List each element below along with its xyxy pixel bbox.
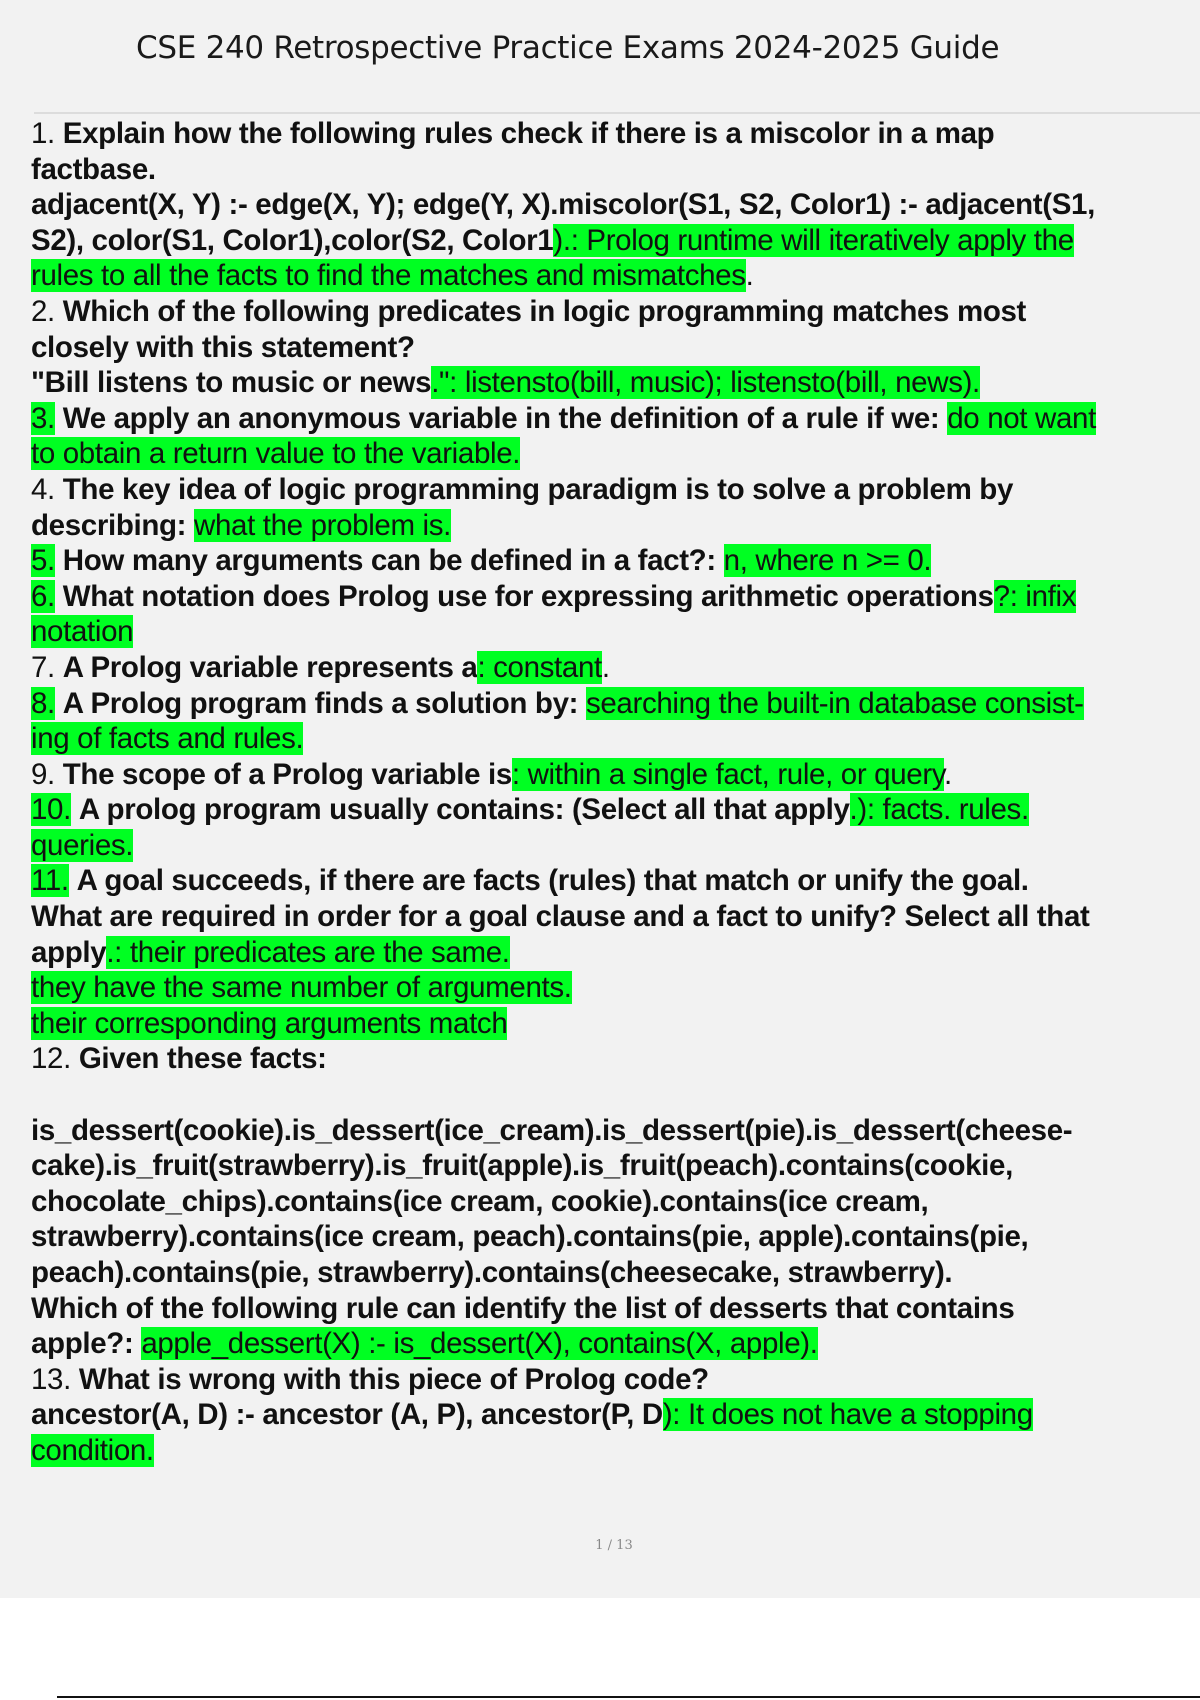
answer-highlight: : constant [477,650,602,684]
question-number: 7. [31,650,55,684]
question-12-line [31,1113,1200,1149]
answer-highlight: apple_dessert(X) :- is_dessert(X), contains(X, apple). [141,1327,818,1361]
question-text: A prolog program usually contains: (Select all that apply [78,793,850,827]
answer-highlight: n, where n >= 0. [723,544,932,578]
answer-highlight: .": listensto(bill, music); listensto(bill, news). [431,366,980,400]
question-text: A Prolog variable represents a [62,650,478,684]
question-text: What are required in order for a goal clause and a fact to unify? Select all that [31,900,1090,934]
question-text: Which of the following rule can identify the list of desserts that contains [31,1291,1015,1325]
question-8-line [31,721,1200,757]
question-text: The scope of a Prolog variable is [62,757,512,791]
question-11-line [31,935,1200,971]
question-12-line [31,1255,1200,1291]
answer-highlight: notation [31,615,134,649]
answer-highlight: : within a single fact, rule, or query [511,757,945,791]
question-number: 10. [31,793,71,827]
question-number: 1. [31,117,55,150]
question-3-line [31,436,1200,472]
answer-highlight: queries. [31,828,134,862]
question-13-line [31,1397,1200,1433]
question-text: What notation does Prolog use for expressing arithmetic operations [62,579,994,613]
question-text: ancestor(A, D) :- ancestor (A, P), ancestor(P, D [31,1398,663,1432]
question-4-line [31,472,1200,508]
question-10-line [31,828,1200,864]
question-2-line [31,330,1200,366]
question-text: The key idea of logic programming paradigm is to solve a problem by [62,472,1014,506]
question-list [31,116,1200,1469]
question-12-line [31,1148,1200,1184]
question-text: "Bill listens to music or news [31,366,432,400]
question-4-line [31,508,1200,544]
question-12-line [31,1219,1200,1255]
blank-line [31,1077,1200,1113]
answer-highlight: ing of facts and rules. [31,722,304,756]
question-text: peach).contains(pie, strawberry).contains(cheesecake, strawberry). [31,1256,953,1289]
question-number: 2. [31,294,55,328]
answer-highlight: condition. [31,1433,154,1467]
question-2-line [31,294,1200,330]
question-1-line [31,258,1200,294]
question-text: describing: [31,508,187,542]
page-title: CSE 240 Retrospective Practice Exams 2024-2025 Guide [136,30,1000,66]
question-text: A goal succeeds, if there are facts (rules) that match or unify the goal. [76,864,1029,898]
question-number: 11. [31,864,69,898]
question-6-line [31,579,1200,615]
question-text: factbase. [31,152,156,186]
question-6-line [31,614,1200,650]
answer-highlight: their corresponding arguments match [31,1006,508,1040]
question-number: 5. [31,544,55,578]
question-text: apply [31,935,107,969]
answer-highlight: ).: Prolog runtime will iteratively apply the [553,223,1074,257]
question-9-line [31,757,1200,793]
answer-highlight: to obtain a return value to the variable. [31,437,521,471]
question-1-line [31,187,1200,223]
question-number: 3. [31,401,55,435]
answer-highlight: .: their predicates are the same. [106,935,510,969]
question-12-line [31,1291,1200,1327]
question-8-line [31,686,1200,722]
question-3-line [31,401,1200,437]
question-text: apple?: [31,1327,134,1361]
question-text: How many arguments can be defined in a fact?: [62,544,716,578]
question-2-line [31,365,1200,401]
question-number: 12. [31,1042,71,1076]
question-11-line [31,863,1200,899]
answer-highlight: ?: infix [993,579,1077,613]
question-text: Given these facts: [78,1042,327,1076]
trailing-punct: . [601,650,610,684]
question-5-line [31,543,1200,579]
question-text: Which of the following predicates in logic programming matches most [62,294,1027,328]
question-text: closely with this statement? [31,330,415,364]
trailing-punct: . [944,757,952,791]
page-number: 1 / 13 [595,1538,633,1553]
question-text: A Prolog program finds a solution by: [62,686,579,720]
question-11-line [31,1006,1200,1042]
question-1-line [31,116,1200,152]
question-1-line [31,152,1200,188]
question-text: What is wrong with this piece of Prolog code? [78,1362,709,1396]
question-text: adjacent(X, Y) :- edge(X, Y); edge(Y, X).miscolor(S1, S2, Color1) :- adjacent(S1, [31,188,1095,222]
question-12-line [31,1184,1200,1220]
question-7-line [31,650,1200,686]
question-12-line [31,1326,1200,1362]
question-text: Explain how the following rules check if there is a miscolor in a map [62,117,995,150]
question-1-line [31,223,1200,259]
answer-highlight: rules to all the facts to find the matches and mismatches [31,259,746,293]
header-divider [34,112,1200,114]
question-number: 4. [31,472,55,506]
question-11-line [31,970,1200,1006]
question-text: We apply an anonymous variable in the definition of a rule if we: [62,401,940,435]
question-11-line [31,899,1200,935]
question-number: 6. [31,579,55,613]
answer-highlight: what the problem is. [194,508,452,542]
question-text: is_dessert(cookie).is_dessert(ice_cream).is_dessert(pie).is_dessert(cheese- [31,1113,1073,1147]
answer-highlight: searching the built-in database consist- [585,686,1084,720]
question-text: cake).is_fruit(strawberry).is_fruit(apple).is_fruit(peach).contains(cookie, [31,1149,1013,1183]
answer-highlight: .): facts. rules. [849,793,1029,827]
question-12-line [31,1041,1200,1077]
question-number: 9. [31,757,55,791]
question-13-line [31,1433,1200,1469]
bottom-divider [57,1696,1200,1698]
question-13-line [31,1362,1200,1398]
answer-highlight: ): It does not have a stopping [662,1398,1033,1432]
question-number: 13. [31,1362,71,1396]
question-text: chocolate_chips).contains(ice cream, cookie).contains(ice cream, [31,1184,929,1218]
question-text: strawberry).contains(ice cream, peach).contains(pie, apple).contains(pie, [31,1220,1029,1254]
trailing-punct: . [745,259,754,293]
answer-highlight: do not want [947,401,1096,435]
question-number: 8. [31,686,55,720]
answer-highlight: they have the same number of arguments. [31,971,572,1005]
question-10-line [31,792,1200,828]
question-text: S2), color(S1, Color1),color(S2, Color1 [31,223,554,257]
